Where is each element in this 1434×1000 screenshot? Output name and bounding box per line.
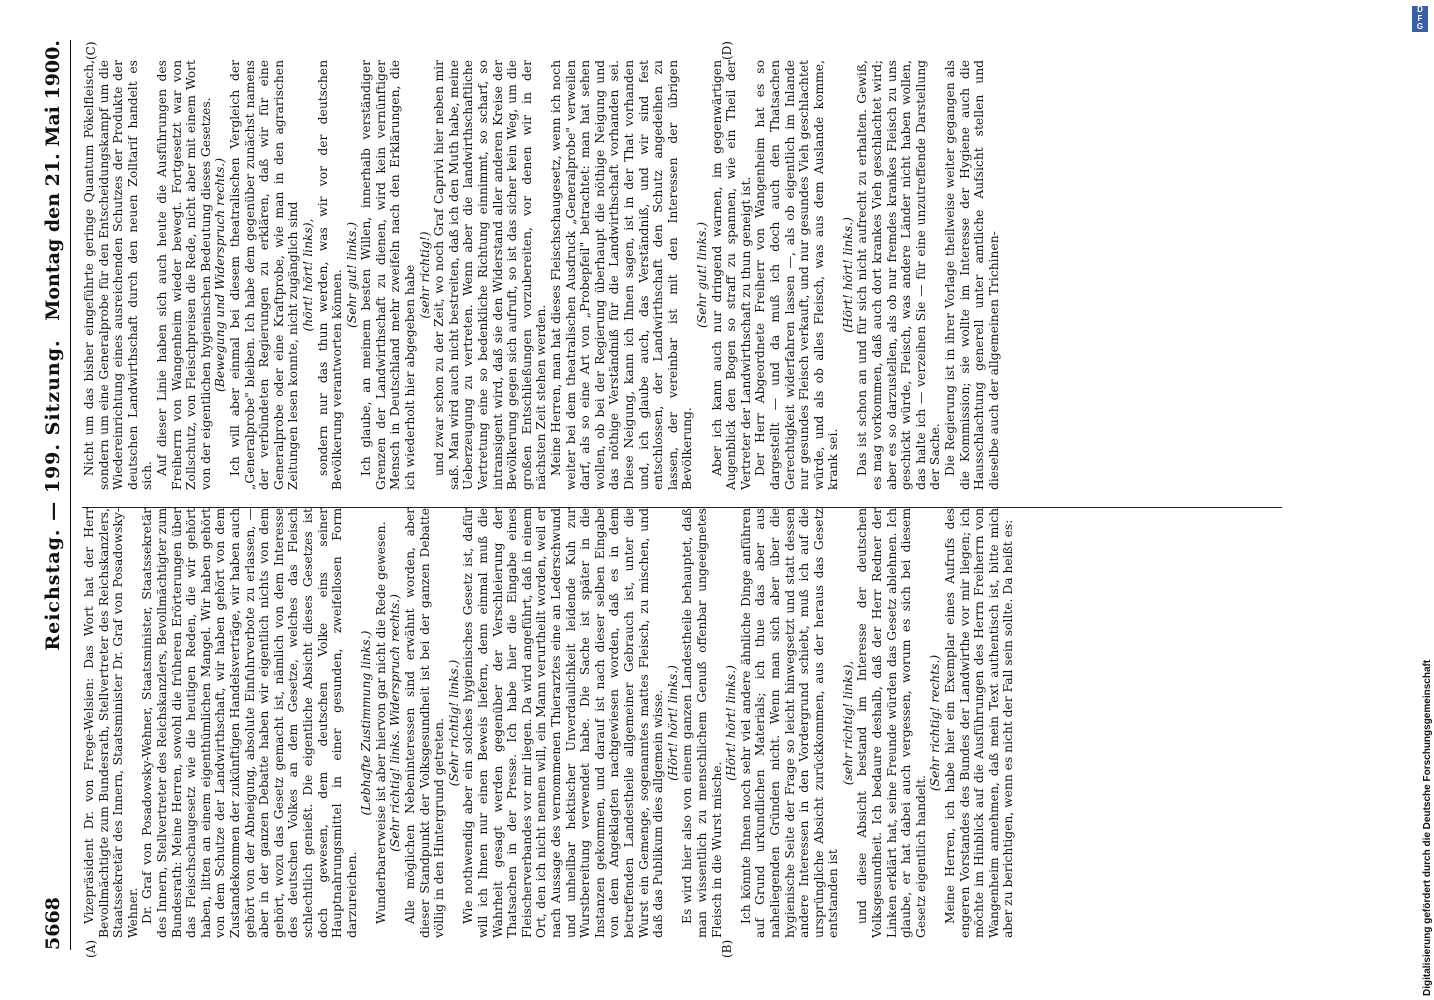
interjection: (Sehr richtig! rechts.) [928,654,943,792]
paragraph: Nicht um das bisher eingeführte geringe Quantum Pökelfleisch, sondern um eine Generalprobe für den Entscheidungskampf um die Wiedereinrichtung eines ausreichenden Schutzes der Produkte der deutschen Landwirthschaft durch den neuen Zolltarif handelt es sich. [82,60,155,490]
page-title: Reichstag. — 199. Sitzung. [42,339,64,651]
page-number: 5668 [42,897,64,950]
paragraph: Auf dieser Linie haben sich auch heute die Ausführungen des Freiherrn von Wangenheim wieder bewegt. Fortgesetzt war von Zollschutz, von Fleischpreisen die Rede, nicht aber mit einem Wort von der eigentlichen hygienischen Bedeutung dieses Gesetzes. [154,60,213,490]
paragraph: Vizepräsident Dr. von Frege-Welsien: Das Wort hat der Herr Bevollmächtigte zum Bundesrath, Stellvertreter des Reichskanzlers, Staatssekretär des Innern, Staatsminister Dr. Graf von Posadowsky-Wehner. [82,508,140,938]
paragraph: Wie nothwendig aber ein solches hygienisches Gesetz ist, dafür will ich Ihnen nur einen Beweis liefern, denn einmal muß die Wahrheit gesagt werden gegenüber der Verschleierung der Thatsachen in der Presse. Ich habe hier die Eingabe eines Fleischerverbandes vor mir liegen. Da wird angeführt, daß in einem Ort, den ich nicht nennen will, ein Mann verurtheilt worden, weil er nach Aussage des vernommenen Thierarztes eine an Lederschwund und unheilbar hektischer Unverdaulichkeit leidende Kuh zur Wurstbereitung verwendet habe. Die Sache ist später in die Instanzen gekommen, und darauf ist nach dieser selben Eingabe von dem Angeklagten nachgewiesen worden, daß es in dem betreffenden Landestheile allgemeiner Gebrauch ist, unter die Wurst ein Gemenge, sogenanntes mattes Fleisch, zu mischen, und daß das Publikum dies allgemein wisse. [461,508,666,938]
paragraph: Ich will aber einmal bei diesem theatralischen Vergleich der „Generalprobe" bleiben. Ich habe dem gegenüber zunächst namens der verbündeten Regierungen zu erklären, daß wir für eine Generalprobe oder eine Kraftprobe, wie man in den agrarischen Zeitungen lesen konnte, nicht zugänglich sind [227,60,301,490]
digitization-credit-strip [1398,0,1434,1000]
paragraph: Der Herr Abgeordnete Freiherr von Wangenheim hat es so dargestellt — und da muß ich doch auch den Thatsachen Gerechtigkeit widerfahren lassen —, als ob eigentlich im Inlande nur gesundes Fleisch verkauft, und nur gesundes Vieh geschlachtet würde, und als ob alles Fleisch, was aus dem Auslande komme, krank sei. [753,60,841,490]
interjection: (Sehr richtig! links.) [446,659,461,787]
margin-marker-d: (D) [720,41,734,60]
digitization-credit: Digitalisierung gefördert durch die Deutsche Forschungsgemeinschaft [1422,659,1433,996]
paragraph: Es wird hier also von einem ganzen Landestheile behauptet, daß man wissentlich zu menschlichem Genuß offenbar ungeeignetes Fleisch in die Wurst mische. [680,508,724,938]
interjection: (Bewegung und Widerspruch rechts.) [213,157,228,393]
paragraph: Aber ich kann auch nur dringend warnen, im gegenwärtigen Augenblick den Bogen so straff zu spannen, wie ein Theil der Vertreter der Landwirthschaft zu thun geneigt ist. [709,60,753,490]
interjection: (Hört! hört! links.) [840,217,855,333]
paragraph: Meine Herren, ich habe hier ein Exemplar eines Aufrufs des engeren Vorstandes des Bundes der Landwirthe vor mir liegen; ich möchte im Hinblick auf die Ausführungen des Herrn Freiherrn von Wangenheim annehmen, daß mein Text authentisch ist, bitte mich aber zu berichtigen, wenn es nicht der Fall sein sollte. Da heißt es: [943,508,1016,938]
margin-marker-b: (B) [720,939,734,958]
dfg-logo-letter: G [1416,22,1424,31]
paragraph: und zwar schon zu der Zeit, wo noch Graf Caprivi hier neben mir saß. Man wird auch nicht bestreiten, daß ich den Muth habe, meine Ueberzeugung zu vertreten. Wenn aber die landwirthschaftliche Vertretung eine so bedenkliche Richtung einnimmt, so scharf, so intransigent wird, daß sie den Widerstand aller anderen Kreise der Bevölkerung gegen sich aufruft, so ist das sicher kein Weg, um die großen Entschließungen vorzubereiten, vor denen wir in der nächsten Zeit stehen werden. [432,60,549,490]
paragraph: Meine Herren, man hat dieses Fleischschaugesetz, wenn ich noch weiter bei dem theatralischen Ausdruck „Generalprobe" verweilen darf, als so eine Art von „Probepfeil" betrachtet: man hat sehen wollen, ob bei der Regierung überhaupt die nöthige Neigung und das nöthige Verständniß für die Landwirthschaft vorhanden sei. Diese Neigung, kann ich Ihnen sagen, ist in der That vorhanden und, ich glaube auch, das Verständniß, und wir sind fest entschlossen, der Landwirthschaft den Schutz angedeihen zu lassen, der vereinbar ist mit den Interessen der übrigen Bevölkerung. [549,60,695,490]
paragraph: Ich könnte Ihnen noch sehr viel andere ähnliche Dinge anführen auf Grund urkundlichen Materials; ich thue das aber aus naheliegenden Gründen nicht. Wenn man sich aber über die hygienische Seite der Frage so leicht hinwegsetzt und statt dessen andere Interessen in den Vordergrund schiebt, muß ich auf die ursprüngliche Absicht zurückkommen, aus der heraus das Gesetz entstanden ist [738,508,841,938]
interjection: (hört! hört! links), [300,218,315,332]
paragraph: Wunderbarerweise ist aber hiervon gar nicht die Rede gewesen. [373,521,388,924]
interjection: (Lebhafte Zustimmung links.) [359,630,374,816]
left-text-column [82,508,1282,938]
interjection: (Hört! hört! links.) [665,665,680,781]
dfg-logo-letter: D [1417,5,1423,14]
column-divider [82,507,1282,508]
paragraph: Das ist schon an und für sich nicht aufrecht zu erhalten. Gewiß, es mag vorkommen, daß auch dort krankes Vieh geschlachtet wird; aber es so darzustellen, als ob nur fremdes krankes Fleisch zu uns geschickt würde, Fleisch, was andere Länder nicht haben wollen, das halte ich — verzeihen Sie — für eine unzutreffende Darstellung der Sache. [855,60,943,490]
interjection: (sehr richtig! links), [840,660,855,786]
paragraph: Die Regierung ist in ihrer Vorlage theilweise weiter gegangen als die Kommission; sie wollte im Interesse der Hygiene auch die Hausschlachtung generell unter amtliche Aufsicht stellen und dieselbe auch der allgemeinen Trichinen- [943,60,1001,490]
dfg-logo [1412,6,1428,32]
page-header [40,40,71,950]
paragraph: sondern nur das thun werden, was wir vor der deutschen Bevölkerung verantworten können. [315,60,345,490]
interjection: (Sehr gut! links.) [344,221,359,329]
margin-marker-c: (C) [84,41,98,60]
right-text-column [82,60,1282,490]
interjection: (sehr richtig!) [417,231,432,319]
page-date: Montag den 21. Mai 1900. [42,40,64,321]
paragraph: Alle möglichen Nebeninteressen sind erwähnt worden, aber dieser Standpunkt der Volksgesundheit ist bei der ganzen Debatte völlig in den Hintergrund getreten. [403,508,447,938]
paragraph: und diese Absicht bestand im Interesse der deutschen Volksgesundheit. Ich bedaure deshalb, daß der Herr Redner der Linken erklärt hat, seine Freunde würden das Gesetz ablehnen. Ich glaube, er hat dabei auch vergessen, worum es sich bei diesem Gesetz eigentlich handelt. [855,508,928,938]
paragraph: Dr. Graf von Posadowsky-Wehner, Staatsminister, Staatssekretär des Innern, Stellvertreter des Reichskanzlers, Bevollmächtigter zum Bundesrath: Meine Herren, sowohl die früheren Erörterungen über das Fleischschaugesetz wie die heutigen Reden, die wir gehört haben, litten an einem eigenthümlichen Mangel. Wir haben gehört von dem Schutze der Landwirthschaft, wir haben gehört von dem Zustandekommen der zukünftigen Handelsverträge, wir haben auch gehört von der Abneigung, absolute Einfuhrverbote zu erlassen, — aber in der ganzen Debatte haben wir eigentlich nichts von dem gehört, wozu das Gesetz gemacht ist, nämlich von dem Interesse des deutschen Volkes an dem Gesetze, welches das Fleisch schlechtlich genießt. Die eigentliche Absicht dieses Gesetzes ist doch gewesen, dem deutschen Volke eins seiner Hauptnahrungsmittel in einer gesunden, zweifellosen Form darzureichen. [140,508,359,938]
interjection: (Sehr richtig! links. Widerspruch rechts.) [388,594,403,852]
paragraph: Ich glaube, an meinem besten Willen, innerhalb verständiger Grenzen der Landwirthschaft zu dienen, wird kein vernünftiger Mensch in Deutschland mehr zweifeln nach den Erklärungen, die ich wiederholt hier abgegeben habe [359,60,418,490]
margin-marker-a: (A) [84,939,98,958]
dfg-logo-letter: F [1417,13,1423,23]
interjection: (Sehr gut! links.) [694,221,709,329]
interjection: (Hört! hört! links.) [724,665,739,781]
